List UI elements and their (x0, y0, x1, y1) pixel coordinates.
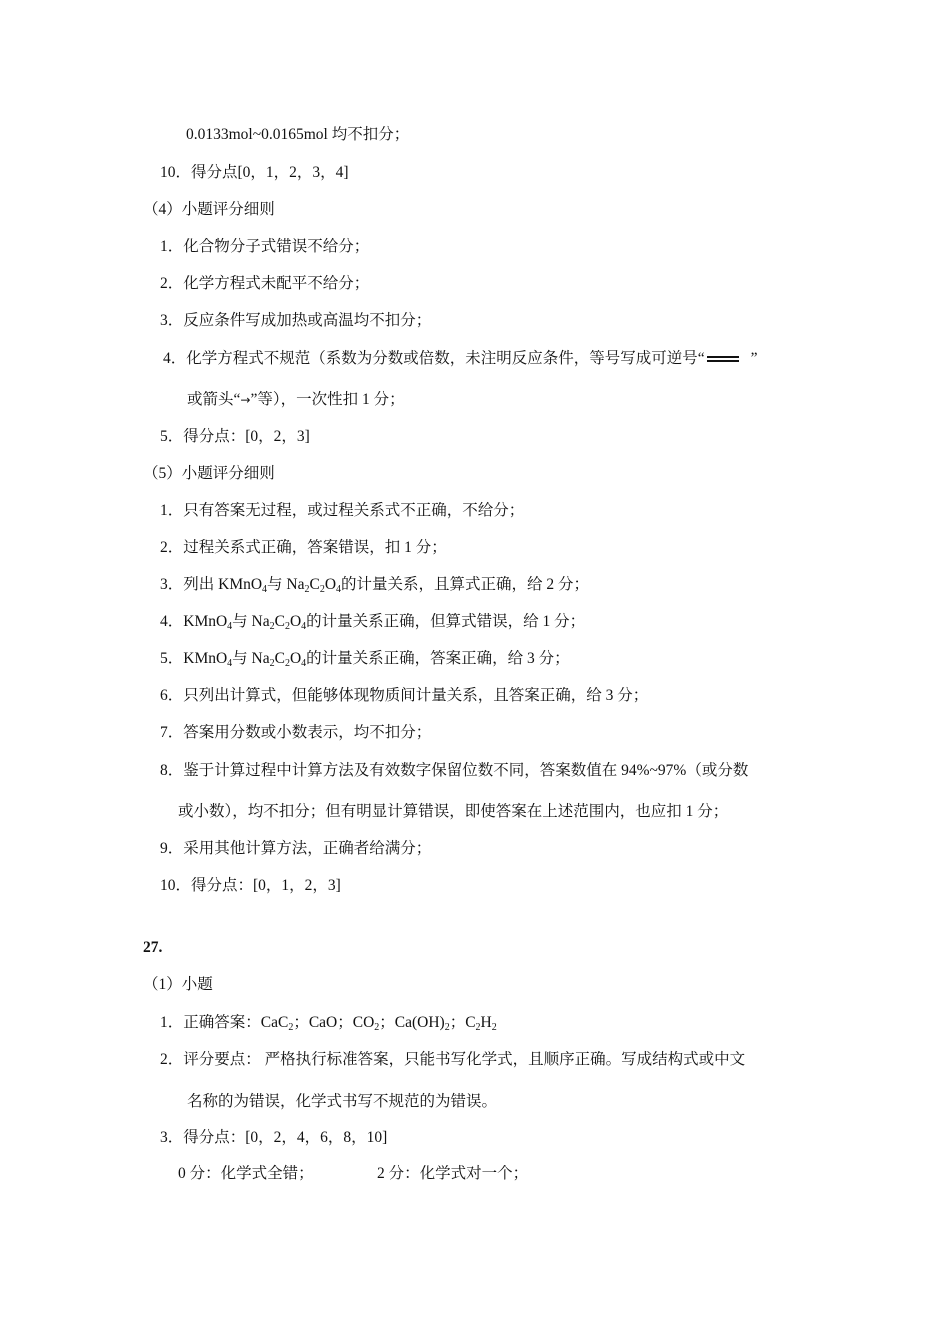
s4-item-4-line-1 (163, 349, 758, 369)
s5-item-3-c: C (309, 576, 320, 593)
section-5-header: （5）小题评分细则 (143, 465, 275, 482)
s5-item-5-e: 的计量关系正确，答案正确，给 3 分； (306, 650, 570, 667)
s5-item-5-d: O (289, 650, 302, 667)
s5-item-3-b: 与 Na (267, 576, 305, 593)
subscript: 2 (304, 584, 310, 595)
s4-item-1: 1．化合物分子式错误不给分； (160, 238, 370, 255)
subscript: 2 (269, 621, 275, 632)
s5-item-3-d: O (324, 576, 337, 593)
q27-item-2-line-2: 名称的为错误，化学式书写不规范的为错误。 (187, 1093, 498, 1110)
subscript: 4 (227, 621, 233, 632)
s4-item-4-text: 4．化学方程式不规范（系数为分数或倍数，未注明反应条件，等号写成可逆号“ (163, 350, 705, 367)
s5-item-4-b: 与 Na (232, 613, 270, 630)
subscript: 2 (319, 584, 325, 595)
s5-score-points: 10．得分点：[0，1，2，3] (160, 877, 341, 894)
subscript: 2 (475, 1022, 481, 1033)
q27-item-1-c: ；Ca(OH) (379, 1014, 445, 1031)
s5-item-5 (160, 649, 570, 669)
s5-item-4 (160, 612, 585, 632)
s5-item-7: 7．答案用分数或小数表示，均不扣分； (160, 724, 432, 741)
subscript: 4 (301, 658, 307, 669)
s4-item-2: 2．化学方程式未配平不给分； (160, 275, 370, 292)
section-4-header: （4）小题评分细则 (143, 201, 275, 218)
s5-item-9: 9．采用其他计算方法，正确者给满分； (160, 840, 432, 857)
s4-score-points: 5．得分点：[0，2，3] (160, 428, 310, 445)
s5-item-3-a: 3．列出 KMnO (160, 576, 263, 593)
s5-item-2: 2．过程关系式正确，答案错误，扣 1 分； (160, 539, 447, 556)
s5-item-3 (160, 575, 589, 595)
s4-item-4-closing-quote: ” (750, 350, 758, 367)
s5-item-4-e: 的计量关系正确，但算式错误，给 1 分； (306, 613, 586, 630)
s4-item-3: 3．反应条件写成加热或高温均不扣分； (160, 312, 432, 329)
range-note: 0.0133mol~0.0165mol 均不扣分； (186, 126, 410, 143)
right-arrow-icon: → (240, 393, 251, 407)
s5-item-4-c: C (274, 613, 285, 630)
s4-item-4-line-2 (187, 390, 405, 410)
s5-item-5-a: 5．KMnO (160, 650, 228, 667)
s5-item-5-b: 与 Na (232, 650, 270, 667)
s5-item-6: 6．只列出计算式，但能够体现物质间计量关系，且答案正确，给 3 分； (160, 687, 649, 704)
subscript: 4 (262, 584, 268, 595)
reversible-sign-icon (705, 352, 741, 366)
subscript: 4 (301, 621, 307, 632)
q27-score-0: 0 分：化学式全错； (178, 1165, 314, 1182)
s4-item-4-cont: 或箭头“ (187, 391, 241, 408)
s3-score-points: 10．得分点[0，1，2，3，4] (160, 164, 349, 181)
s5-item-8-line-2: 或小数），均不扣分；但有明显计算错误，即使答案在上述范围内，也应扣 1 分； (178, 803, 729, 820)
s5-item-4-d: O (289, 613, 302, 630)
q27-item-1-a: 1．正确答案：CaC (160, 1014, 289, 1031)
q27-item-2-line-1: 2．评分要点： 严格执行标准答案，只能书写化学式，且顺序正确。写成结构式或中文 (160, 1051, 746, 1068)
subscript: 2 (288, 1022, 294, 1033)
q27-score-2: 2 分：化学式对一个； (377, 1165, 529, 1182)
q27-item-1-d: ；C (449, 1014, 476, 1031)
q27-part-1-header: （1）小题 (143, 976, 213, 993)
s5-item-1: 1．只有答案无过程，或过程关系式不正确，不给分； (160, 502, 525, 519)
question-27-number: 27. (143, 939, 163, 956)
subscript: 2 (491, 1022, 497, 1033)
subscript: 2 (284, 658, 290, 669)
s5-item-5-c: C (274, 650, 285, 667)
q27-score-points: 3．得分点：[0，2，4，6，8，10] (160, 1129, 388, 1146)
q27-item-1-b: ；CaO；CO (293, 1014, 375, 1031)
q27-item-1 (160, 1013, 497, 1033)
subscript: 2 (284, 621, 290, 632)
subscript: 4 (227, 658, 233, 669)
q27-item-1-e: H (480, 1014, 492, 1031)
subscript: 2 (374, 1022, 380, 1033)
subscript: 2 (444, 1022, 450, 1033)
s4-item-4-cont-end: ”等），一次性扣 1 分； (250, 391, 405, 408)
subscript: 4 (336, 584, 342, 595)
subscript: 2 (269, 658, 275, 669)
s5-item-8-line-1: 8．鉴于计算过程中计算方法及有效数字保留位数不同，答案数值在 94%~97%（或分数 (160, 762, 749, 779)
s5-item-4-a: 4．KMnO (160, 613, 228, 630)
s5-item-3-e: 的计量关系，且算式正确，给 2 分； (341, 576, 590, 593)
